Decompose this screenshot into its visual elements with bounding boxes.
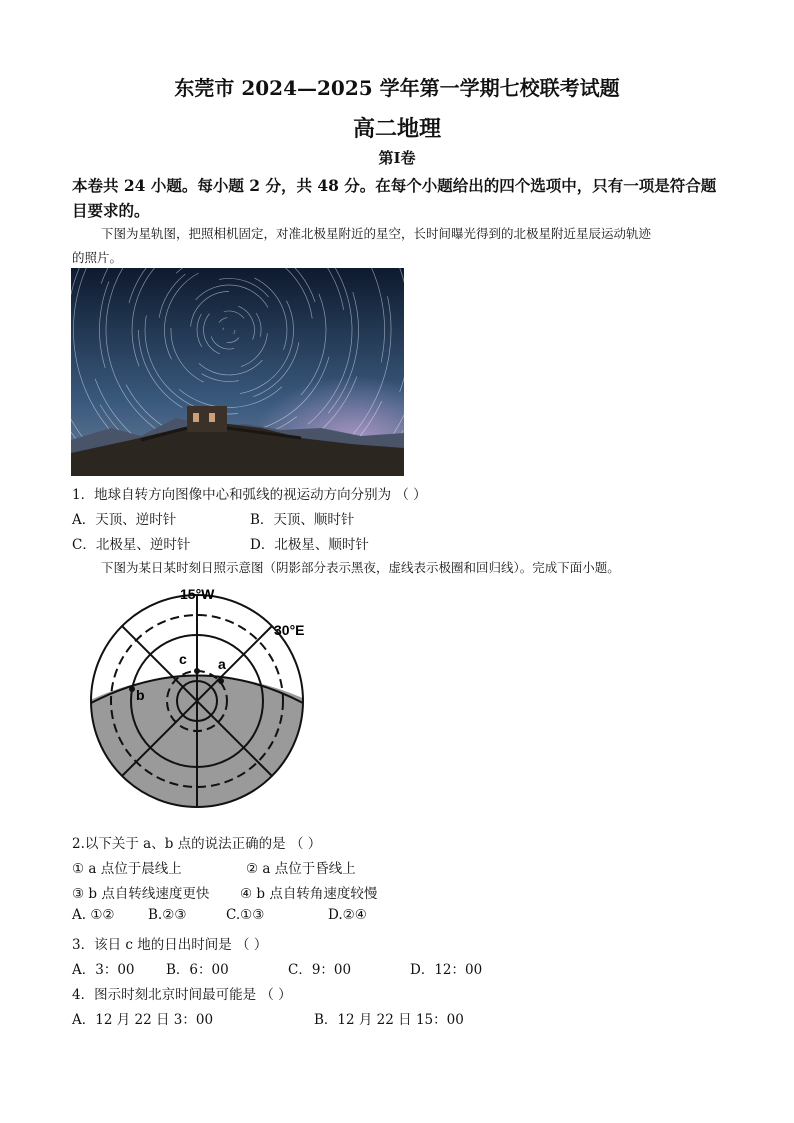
q3-option-c: C．9：00 — [288, 962, 352, 978]
q1-option-b: B．天顶、顺时针 — [250, 512, 355, 528]
q2-option-c: C.①③ — [226, 907, 265, 923]
q2-option-a: A. ①② — [72, 907, 115, 923]
subject-title: 高二地理 — [352, 116, 441, 142]
label-c: c — [179, 651, 187, 667]
q3-option-b: B．6：00 — [166, 962, 229, 978]
q2-option-b: B.②③ — [148, 907, 187, 923]
passage-2-line-1: 下图为某日某时刻日照示意图（阴影部分表示黑夜，虚线表示极圈和回归线）。完成下面小题。 — [101, 560, 620, 575]
q2-option-d: D.②④ — [328, 907, 367, 923]
instructions-line-2: 目要求的。 — [72, 201, 150, 220]
q2-statement-2: ② a 点位于昏线上 — [246, 861, 356, 877]
passage-1-line-1: 下图为星轨图，把照相机固定，对准北极星附近的星空，长时间曝光得到的北极星附近星辰运动轨迹 — [101, 226, 652, 241]
q1-stem: 1．地球自转方向图像中心和弧线的视运动方向分别为 （ ） — [72, 487, 427, 503]
q2-statement-1: ① a 点位于晨线上 — [72, 861, 182, 877]
exam-title: 东莞市 2024—2025 学年第一学期七校联考试题 — [174, 76, 620, 100]
label-b: b — [136, 687, 145, 703]
label-a: a — [218, 656, 226, 672]
q3-stem: 3．该日 c 地的日出时间是 （ ） — [72, 937, 268, 953]
instructions-line-1: 本卷共 24 小题。每小题 2 分，共 48 分。在每个小题给出的四个选项中，只有一项是符合题 — [72, 176, 717, 195]
q1-option-c: C．北极星、逆时针 — [72, 537, 191, 553]
label-15w: 15°W — [180, 586, 215, 602]
q2-stem: 2.以下关于 a、b 点的说法正确的是 （ ） — [72, 836, 322, 852]
q3-option-d: D．12：00 — [410, 962, 483, 978]
q1-option-d: D．北极星、顺时针 — [250, 537, 369, 553]
q2-statement-4: ④ b 点自转角速度较慢 — [240, 886, 378, 902]
passage-1-line-2: 的照片。 — [72, 250, 123, 265]
volume-label: 第Ⅰ卷 — [378, 149, 416, 167]
star-trail-photo — [71, 268, 404, 476]
q4-option-a: A．12 月 22 日 3：00 — [72, 1012, 214, 1028]
q1-option-a: A．天顶、逆时针 — [72, 512, 177, 528]
q4-option-b: B．12 月 22 日 15：00 — [314, 1012, 464, 1028]
q2-statement-3: ③ b 点自转线速度更快 — [72, 886, 210, 902]
label-30e: 30°E — [274, 622, 305, 638]
illumination-diagram — [84, 583, 324, 823]
q3-option-a: A．3：00 — [72, 962, 135, 978]
q4-stem: 4．图示时刻北京时间最可能是 （ ） — [72, 987, 292, 1003]
